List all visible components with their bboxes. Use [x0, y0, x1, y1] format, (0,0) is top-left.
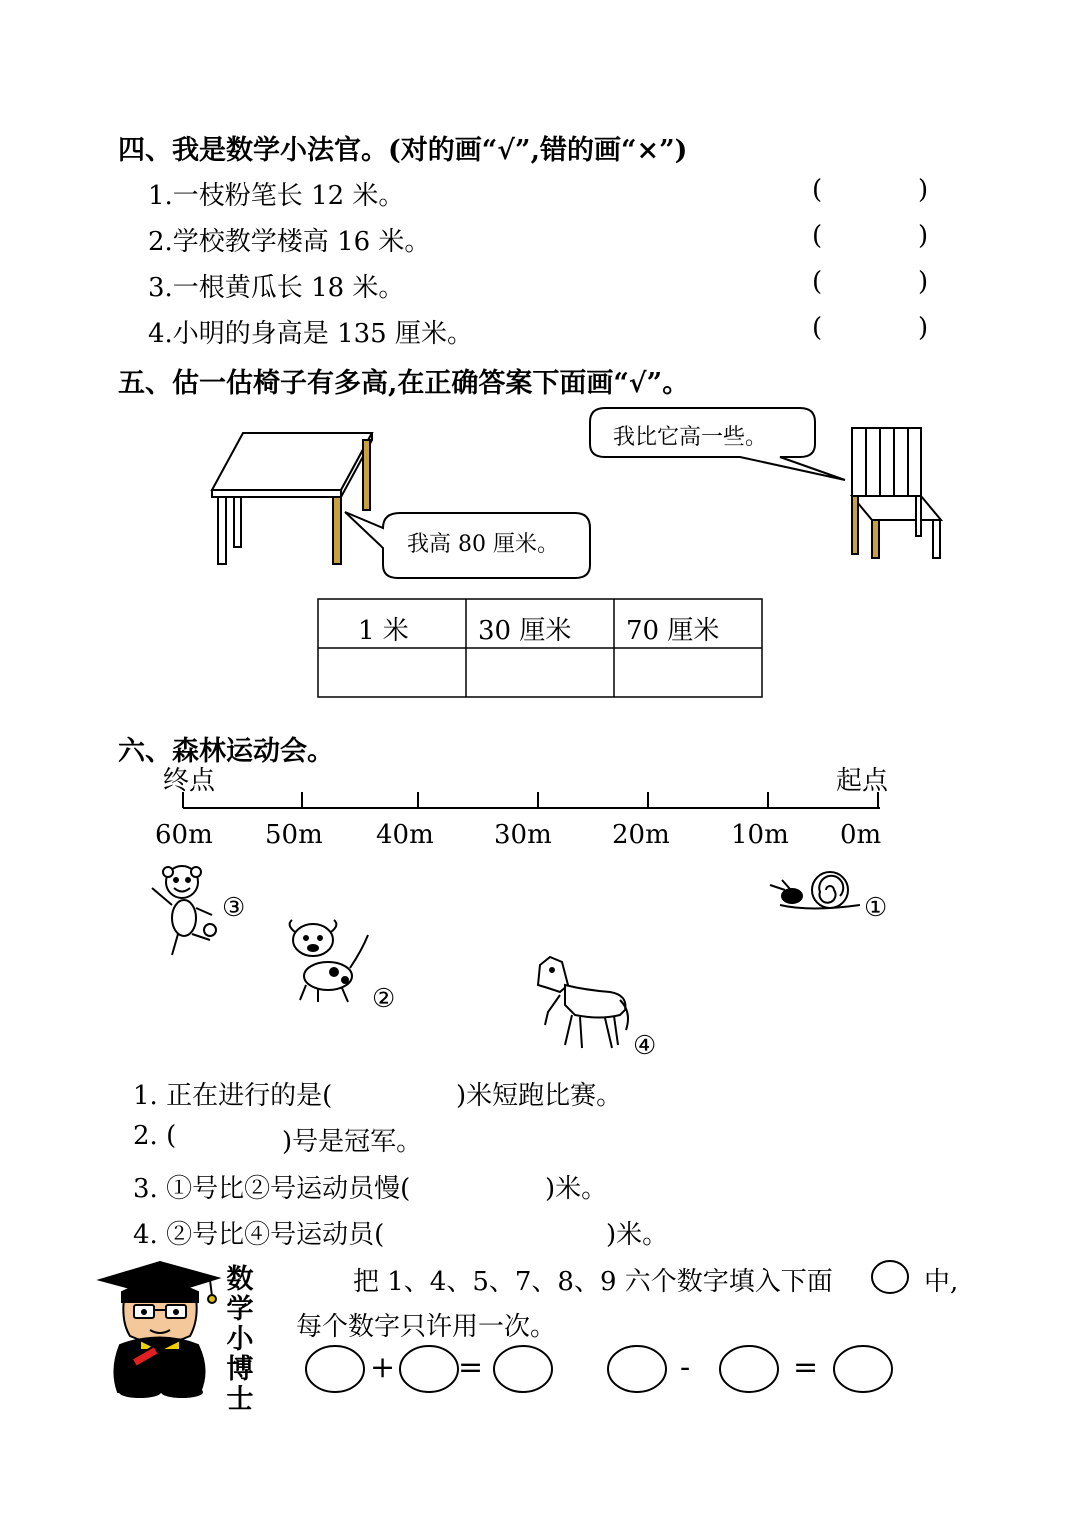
doctor-label-char: 数 [226, 1264, 254, 1295]
table-speech-text: 我高 80 厘米。 [407, 532, 559, 557]
tick-label-20m: 20m [612, 820, 670, 850]
doctor-label-char: 博 [226, 1354, 254, 1385]
number-line [183, 792, 880, 808]
dog-illustration [290, 920, 368, 1002]
monkey-illustration [152, 866, 216, 955]
doctor-instruction-2: 每个数字只许用一次。 [296, 1312, 557, 1342]
answer-paren-open-1: ( [812, 175, 823, 205]
doctor-label-char: 士 [226, 1384, 254, 1415]
doctor-instruction-1-end: 中, [924, 1267, 959, 1297]
question-4-end: )米。 [606, 1220, 669, 1250]
plus-sign: + [370, 1350, 396, 1385]
tick-label-30m: 30m [494, 820, 552, 850]
answer-paren-open-4: ( [812, 313, 823, 343]
tick-label-50m: 50m [265, 820, 323, 850]
minus-sign: - [680, 1350, 691, 1385]
blank-circle-inline [872, 1261, 908, 1293]
tick-label-10m: 10m [731, 820, 789, 850]
table-illustration [212, 433, 372, 564]
doctor-label-char: 小 [226, 1324, 254, 1355]
answer-paren-close-3: ) [918, 267, 929, 297]
section4-title: 四、我是数学小法官。(对的画“√”,错的画“×”) [118, 135, 688, 166]
tick-label-0m: 0m [840, 820, 882, 850]
judge-item-2: 2.学校教学楼高 16 米。 [148, 227, 431, 257]
start-label: 起点 [836, 766, 889, 796]
snail-number: ① [864, 893, 888, 923]
finish-label: 终点 [163, 766, 216, 796]
question-1-start: 1. 正在进行的是( [133, 1081, 333, 1111]
doctor-label [224, 1265, 256, 1415]
doctor-figure [100, 1262, 218, 1397]
judge-item-3: 3.一根黄瓜长 18 米。 [148, 273, 405, 303]
equals-sign-2: = [793, 1350, 819, 1385]
tick-label-40m: 40m [376, 820, 434, 850]
section5-title: 五、估一估椅子有多高,在正确答案下面画“√”。 [118, 368, 690, 399]
answer-paren-open-2: ( [812, 221, 823, 251]
section6-title: 六、森林运动会。 [118, 736, 334, 767]
answer-paren-open-3: ( [812, 267, 823, 297]
doctor-label-char: 学 [226, 1294, 254, 1325]
question-3-start: 3. ①号比②号运动员慢( [133, 1174, 411, 1204]
answer-paren-close-4: ) [918, 313, 929, 343]
chair-illustration [852, 428, 941, 558]
option-30-cm: 30 厘米 [478, 616, 572, 646]
tick-label-60m: 60m [155, 820, 213, 850]
answer-paren-close-1: ) [918, 175, 929, 205]
snail-illustration [770, 872, 860, 909]
option-1-meter: 1 米 [358, 616, 409, 646]
dog-number: ② [372, 984, 396, 1014]
question-1-end: )米短跑比赛。 [456, 1081, 623, 1111]
horse-number: ④ [633, 1031, 657, 1061]
question-4-start: 4. ②号比④号运动员( [133, 1220, 385, 1250]
equals-sign-1: = [458, 1350, 484, 1385]
monkey-number: ③ [222, 893, 246, 923]
chair-speech-text: 我比它高一些。 [613, 425, 768, 450]
question-3-end: )米。 [545, 1174, 608, 1204]
judge-item-4: 4.小明的身高是 135 厘米。 [148, 319, 473, 349]
answer-paren-close-2: ) [918, 221, 929, 251]
judge-item-1: 1.一枝粉笔长 12 米。 [148, 181, 405, 211]
question-2-end: )号是冠军。 [282, 1127, 423, 1157]
doctor-instruction-1: 把 1、4、5、7、8、9 六个数字填入下面 [353, 1267, 833, 1297]
option-70-cm: 70 厘米 [626, 616, 720, 646]
question-2-start: 2. ( [133, 1121, 177, 1151]
horse-illustration [538, 957, 628, 1048]
